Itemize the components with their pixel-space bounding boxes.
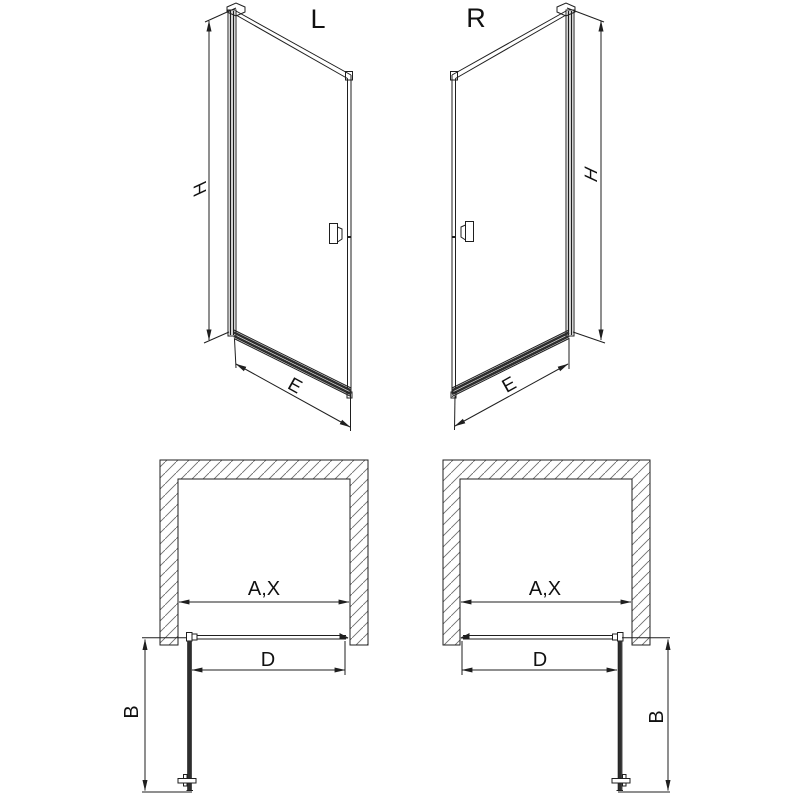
- left-door-elevation: [191, 3, 353, 431]
- extension-line: [204, 332, 229, 343]
- opening-width-label-right: A,X: [528, 578, 562, 600]
- handle-face: [330, 224, 338, 244]
- alcove-wall: [443, 460, 650, 645]
- extension-line: [455, 396, 456, 430]
- opening-width-dimension: [461, 578, 631, 602]
- bottom-width-label-right: E: [498, 372, 520, 398]
- right-door-elevation: [451, 3, 606, 430]
- door-handle: [330, 224, 343, 244]
- right-plan-view: [443, 460, 670, 792]
- left-plan-view: [121, 460, 368, 792]
- wall-jamb-mark: [340, 634, 348, 638]
- height-dimension: [191, 8, 236, 343]
- open-door-plan: [178, 641, 196, 791]
- door-width-label-right: D: [532, 649, 548, 671]
- handle-face: [466, 222, 474, 242]
- opening-width-dimension: [179, 578, 349, 602]
- variant-label-right: R: [466, 3, 486, 33]
- wall-jamb-mark: [461, 634, 469, 638]
- swing-depth-label-left: B: [121, 705, 143, 719]
- closed-door-plan: [187, 633, 349, 642]
- extension-line: [567, 8, 604, 22]
- height-label-left: H: [190, 177, 211, 200]
- handle-side: [461, 225, 466, 240]
- door-handle: [461, 222, 474, 242]
- extension-line: [573, 332, 605, 343]
- pivot-hinge-block: [618, 633, 624, 642]
- hinge-bar: [228, 10, 236, 336]
- glass-panel: [451, 11, 567, 392]
- handle-bar-plan: [178, 779, 196, 784]
- door-width-label-left: D: [260, 649, 276, 671]
- glass-top-edge-inner: [236, 15, 348, 79]
- hinge-profile: [557, 3, 575, 336]
- glass-top-edge: [236, 11, 351, 75]
- pivot-hinge-block-small: [192, 634, 197, 640]
- swing-depth-label-right: B: [646, 710, 668, 724]
- handle-bar-plan: [612, 779, 630, 784]
- alcove-wall: [160, 460, 368, 645]
- closed-door-plan: [461, 633, 623, 642]
- height-dimension: [567, 8, 605, 343]
- extension-line: [235, 339, 237, 368]
- pivot-hinge-block: [187, 633, 193, 642]
- glass-panel: [236, 11, 353, 392]
- hinge-bar: [566, 10, 574, 336]
- handle-side: [338, 227, 343, 242]
- bottom-width-label-left: E: [284, 373, 306, 399]
- opening-width-label-left: A,X: [247, 578, 281, 600]
- variant-label-left: L: [310, 4, 326, 34]
- hinge-profile: [227, 3, 245, 336]
- height-label-right: H: [581, 163, 602, 186]
- extension-line: [205, 8, 236, 22]
- pivot-hinge-block-small: [613, 634, 618, 640]
- swing-depth-dimension: [618, 638, 670, 792]
- swing-depth-dimension: [121, 638, 192, 792]
- drawing-root: [121, 3, 670, 792]
- door-width-dimension: [192, 641, 345, 675]
- door-width-dimension: [462, 641, 617, 675]
- open-door-plan: [612, 641, 630, 791]
